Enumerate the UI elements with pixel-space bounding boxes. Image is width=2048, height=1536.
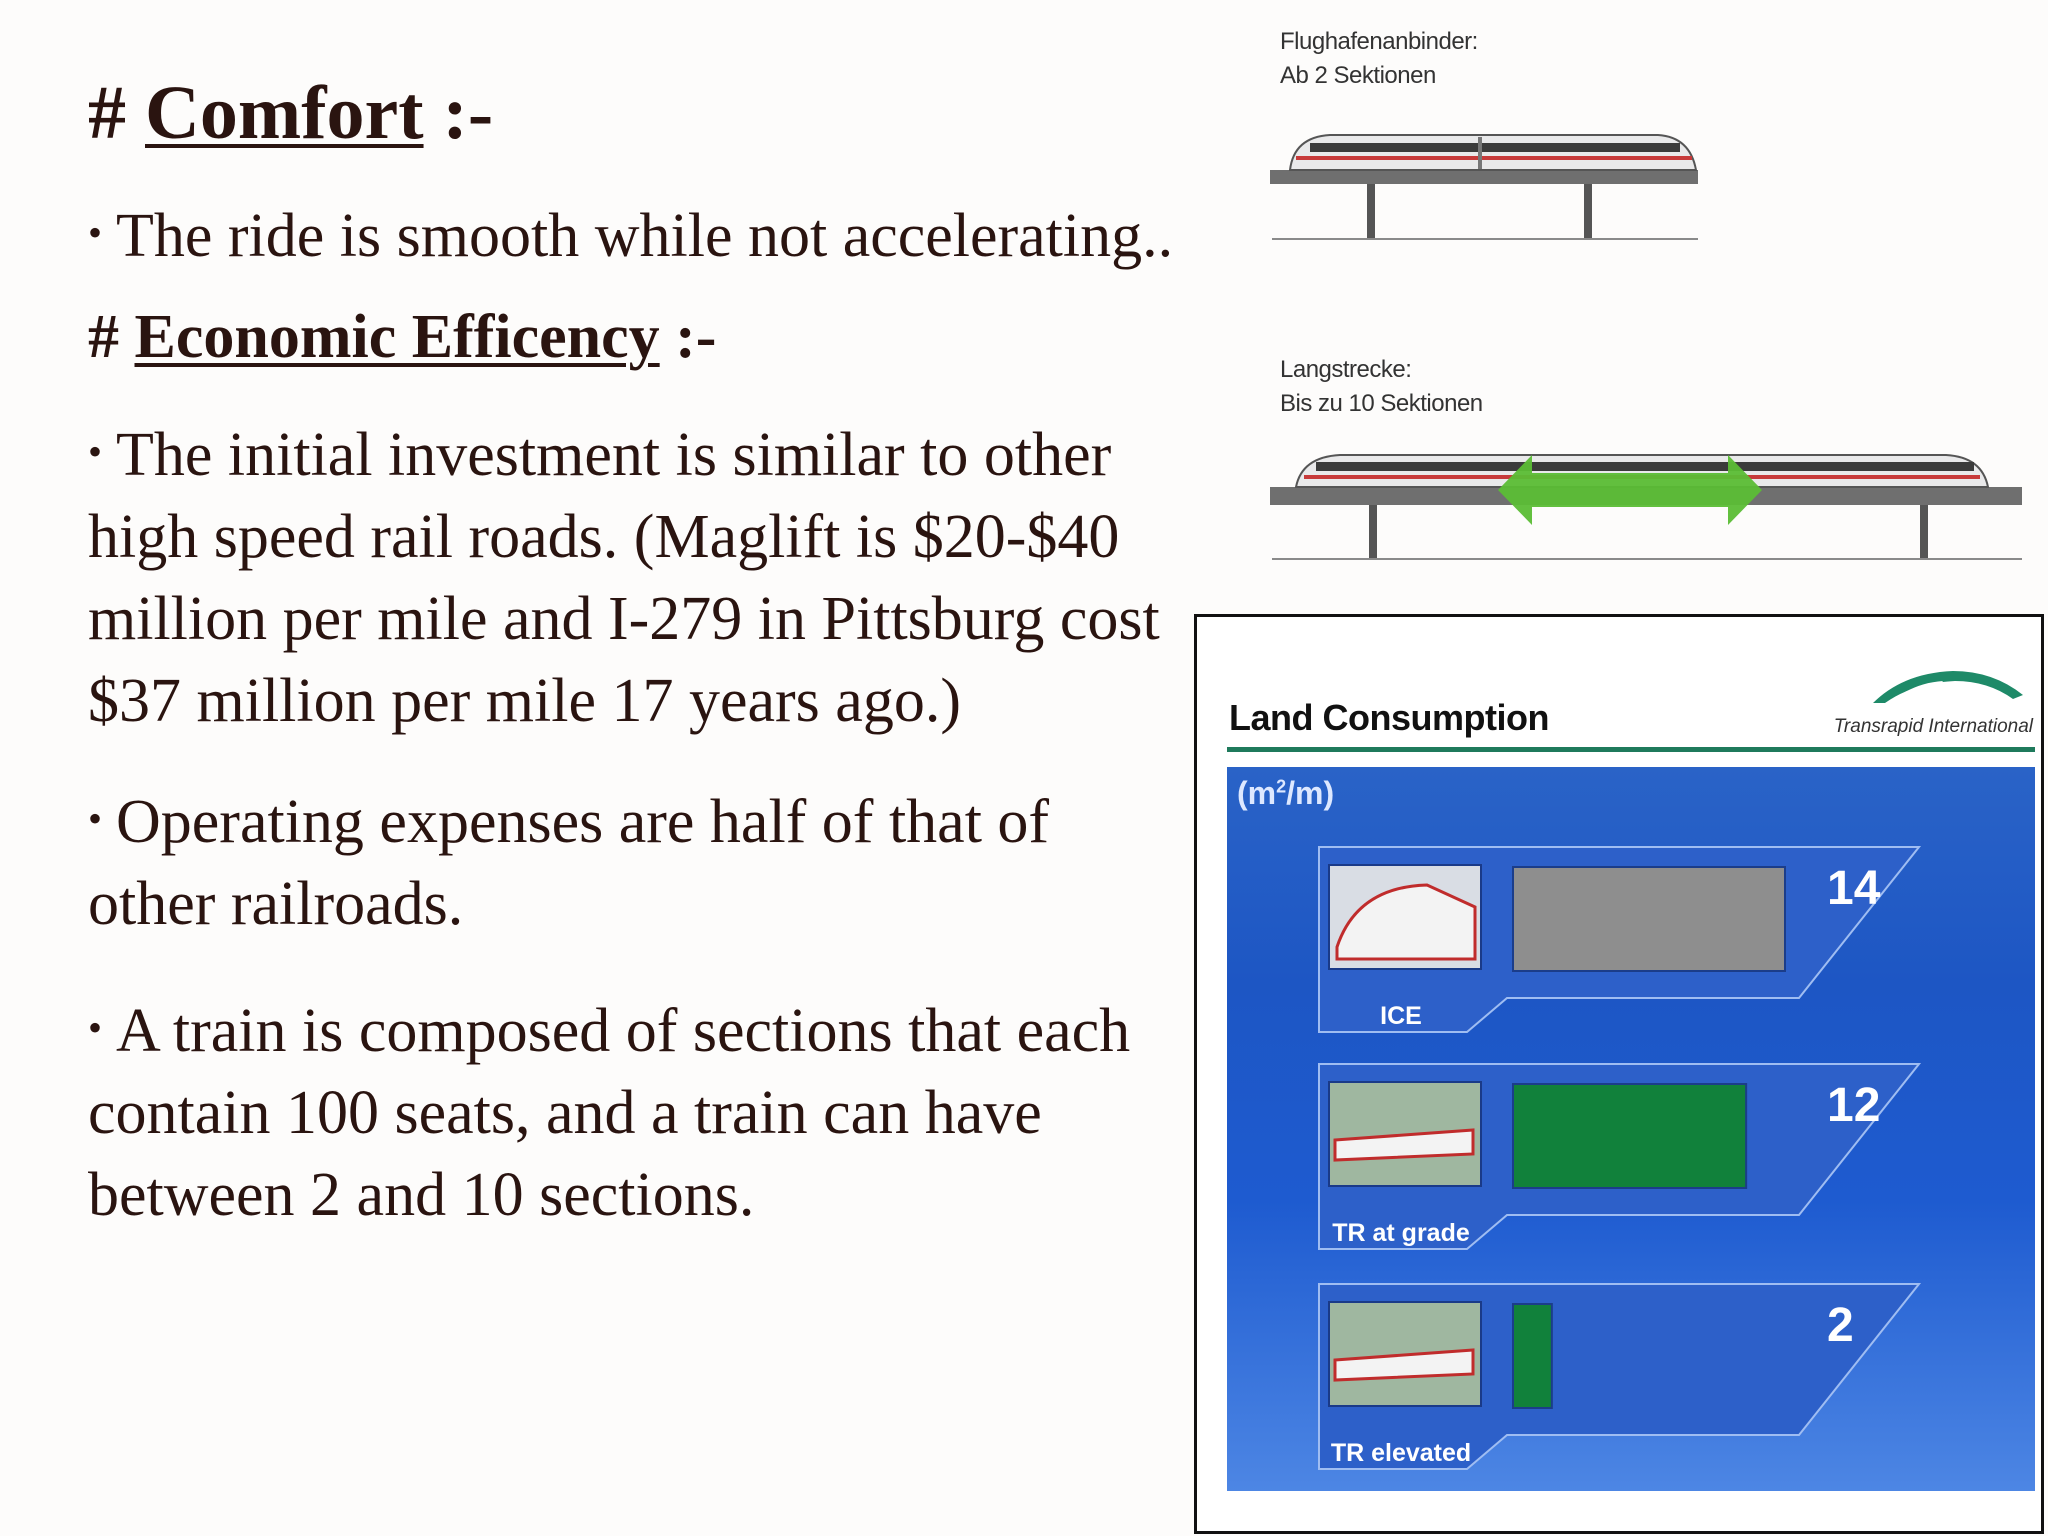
bar-rows: [1227, 767, 2041, 1497]
long-train-caption: [1280, 353, 1483, 421]
train-photo: [1329, 1302, 1481, 1406]
comfort-bullet-text: The ride is smooth while not accelerating..: [116, 201, 1174, 270]
economic-heading: [88, 303, 1188, 371]
brand-logo: [1833, 665, 2033, 738]
bar-ice: [1513, 867, 1785, 971]
unit-superscript: 2: [1276, 776, 1287, 797]
heading-hash: #: [88, 302, 119, 371]
heading-suffix: :-: [675, 302, 717, 371]
economic-bullet-3: [88, 987, 1188, 1236]
comfort-bullet: [88, 192, 1188, 277]
category-label: TR at grade: [1332, 1219, 1470, 1247]
unit-prefix: (m: [1237, 775, 1277, 811]
economic-bullet-text: Operating expenses are half of that of other railroads.: [88, 787, 1050, 938]
caption-line: Flughafenanbinder:: [1280, 28, 1478, 55]
heading-suffix: :-: [442, 71, 494, 155]
long-train: [1270, 455, 2022, 560]
bar-tr-elevated: [1513, 1304, 1552, 1408]
heading-hash: #: [88, 71, 126, 155]
text-column: [88, 60, 1188, 1236]
category-label: ICE: [1380, 1002, 1422, 1030]
caption-line: Langstrecke:: [1280, 356, 1412, 383]
caption-line: Bis zu 10 Sektionen: [1280, 390, 1483, 417]
train-illustration: [1270, 25, 2048, 580]
economic-title: Economic Efficency: [134, 302, 660, 371]
comfort-heading: [88, 72, 1188, 156]
unit-suffix: /m): [1286, 775, 1335, 811]
bullet-dot: •: [88, 209, 103, 255]
value-label: 2: [1827, 1299, 1854, 1352]
economic-bullet-1: [88, 411, 1188, 742]
transrapid-logo-icon: [1863, 665, 2033, 705]
brand-name: Transrapid International: [1833, 716, 2033, 737]
short-train: [1270, 135, 1698, 240]
train-photo: [1329, 865, 1481, 969]
economic-bullet-text: A train is composed of sections that each contain 100 seats, and a train can have between 2 and 10 sections.: [88, 996, 1131, 1229]
chart-plot-area: [1227, 767, 2035, 1491]
value-label: 12: [1827, 1079, 1881, 1132]
bullet-dot: •: [88, 1004, 103, 1050]
economic-bullet-2: [88, 778, 1188, 945]
bullet-dot: •: [88, 428, 103, 474]
land-consumption-chart: [1194, 614, 2044, 1534]
category-label: TR elevated: [1330, 1439, 1472, 1467]
title-rule: [1227, 747, 2035, 752]
train-photo: [1329, 1082, 1481, 1186]
train-sections-figure: [1270, 25, 2048, 580]
value-label: 14: [1827, 862, 1881, 915]
caption-line: Ab 2 Sektionen: [1280, 62, 1436, 89]
economic-bullet-text: The initial investment is similar to other high speed rail roads. (Maglift is $20-$40 million per mile and I-279 in Pittsburg cost $37 million per mile 17 years ago.): [88, 420, 1160, 735]
comfort-title: Comfort: [145, 71, 424, 155]
chart-title: Land Consumption: [1229, 697, 1549, 738]
bar-tr-at-grade: [1513, 1084, 1746, 1188]
bullet-dot: •: [88, 795, 103, 841]
